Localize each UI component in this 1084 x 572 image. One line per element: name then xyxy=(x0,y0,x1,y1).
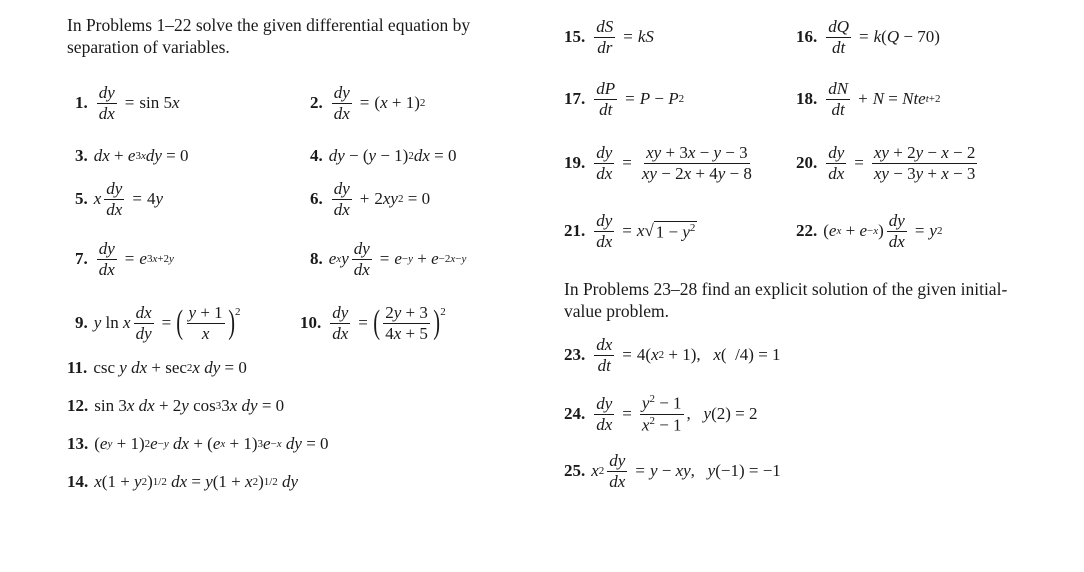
problem-9: 9. y ln x $\frac{dx}{dy}$ = ( $\frac{y + 1}{x}$ ) 2 xyxy=(75,303,241,343)
intro-paragraph-2: In Problems 23–28 find an explicit solution of the given initial-value problem. xyxy=(564,279,1008,321)
problem-24: 24. $\frac{dy}{dx}$ = $\frac{y^2 - 1}{x^2 - 1}$ , y (2) = 2 xyxy=(564,393,758,435)
problem-19: 19. $\frac{dy}{dx}$ = $\frac{xy + 3x - y - 3}{xy - 2x + 4y - 8}$ xyxy=(564,143,752,183)
problem-3: 3. dx + e 3x dy = 0 xyxy=(75,146,189,165)
problem-4: 4. dy − ( y − 1) 2 dx = 0 xyxy=(310,146,457,165)
problem-14: 14. x (1 + y 2 ) 1/2 dx = y (1 + x 2 ) 1/2 dy xyxy=(67,472,299,491)
problem-13: 13. ( e y + 1) 2 e −y dx + ( e x + 1) 3 e −x dy = 0 xyxy=(67,434,329,453)
problem-7: 7. $\frac{dy}{dx}$ = e 3x+2y xyxy=(75,239,174,279)
problem-18: 18. $\frac{dN}{dt}$ + N = Nte t+2 xyxy=(796,79,941,119)
problem-11: 11. csc y dx + sec 2 x dy = 0 xyxy=(67,358,247,377)
problem-8: 8. e x y $\frac{dy}{dx}$ = e −y + e −2x−y xyxy=(310,239,467,279)
problem-2: 2. $\frac{dy}{dx}$ = ( x + 1) 2 xyxy=(310,83,426,123)
problem-15: 15. $\frac{dS}{dr}$ = kS xyxy=(564,17,654,57)
problem-6: 6. $\frac{dy}{dx}$ + 2 xy 2 = 0 xyxy=(310,179,431,219)
problem-10: 10. $\frac{dy}{dx}$ = ( $\frac{2y + 3}{4x + 5}$ ) 2 xyxy=(300,303,446,343)
problem-25: 25. x 2 $\frac{dy}{dx}$ = y − xy , y (−1) = −1 xyxy=(564,451,781,491)
problem-17: 17. $\frac{dP}{dt}$ = P − P 2 xyxy=(564,79,685,119)
problem-1: 1. $\frac{dy}{dx}$ = sin 5 x xyxy=(75,83,180,123)
problem-5: 5. x $\frac{dy}{dx}$ = 4 y xyxy=(75,179,163,219)
problem-21: 21. $\frac{dy}{dx}$ = x √ $1 - y^2$ xyxy=(564,211,696,251)
problem-20: 20. $\frac{dy}{dx}$ = $\frac{xy + 2y - x - 2}{xy - 3y + x - 3}$ xyxy=(796,143,976,183)
problem-16: 16. $\frac{dQ}{dt}$ = k ( Q − 70) xyxy=(796,17,940,57)
intro-paragraph-1: In Problems 1–22 solve the given differential equation by separation of variables. xyxy=(67,15,471,57)
problem-22: 22. ( e x + e −x ) $\frac{dy}{dx}$ = y 2 xyxy=(796,211,943,251)
problem-12: 12. sin 3 x dx + 2 y cos 3 3 x dy = 0 xyxy=(67,396,285,415)
problem-23: 23. $\frac{dx}{dt}$ = 4( x 2 + 1), x ( /4) = 1 xyxy=(564,335,781,375)
